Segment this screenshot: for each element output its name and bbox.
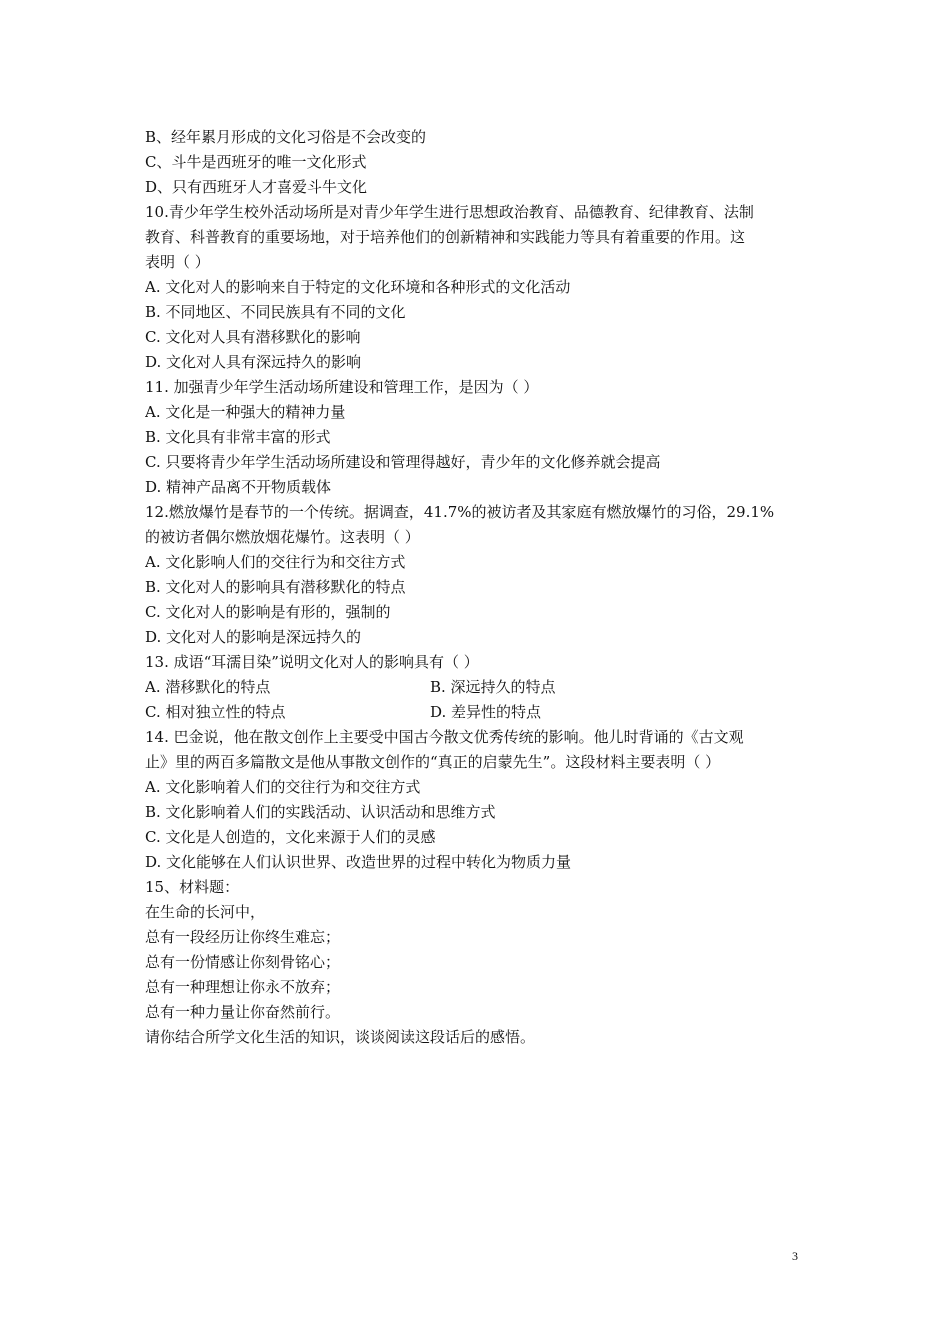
question-12-line: 12.燃放爆竹是春节的一个传统。据调查，41.7%的被访者及其家庭有燃放爆竹的习俗，29.1% <box>145 503 775 521</box>
material-line: 总有一份情感让你刻骨铭心； <box>145 953 341 971</box>
question-12-line: 的被访者偶尔燃放烟花爆竹。这表明（ ） <box>145 528 420 546</box>
material-line: 总有一段经历让你终生难忘； <box>145 928 341 946</box>
material-line: 总有一种力量让你奋然前行。 <box>145 1003 341 1021</box>
option-line: A. 文化影响着人们的交往行为和交往方式 <box>145 778 421 796</box>
text-line: C、斗牛是西班牙的唯一文化形式 <box>145 153 367 171</box>
option-line: D. 文化对人的影响是深远持久的 <box>145 628 362 646</box>
question-15-prompt: 请你结合所学文化生活的知识，谈谈阅读这段话后的感悟。 <box>145 1028 536 1046</box>
material-line: 在生命的长河中， <box>145 903 266 921</box>
question-14-line: 止》里的两百多篇散文是他从事散文创作的“真正的启蒙先生”。这段材料主要表明（ ） <box>145 753 721 771</box>
option-cell: D. 差异性的特点 <box>430 703 542 721</box>
question-11-line: 11. 加强青少年学生活动场所建设和管理工作，是因为（ ） <box>145 378 539 396</box>
option-row <box>145 700 810 725</box>
option-line: C. 文化对人的影响是有形的，强制的 <box>145 603 391 621</box>
question-10-line: 表明（ ） <box>145 253 210 271</box>
text-line: B、经年累月形成的文化习俗是不会改变的 <box>145 128 427 146</box>
text-line: D、只有西班牙人才喜爱斗牛文化 <box>145 178 368 196</box>
option-line: C. 文化是人创造的，文化来源于人们的灵感 <box>145 828 436 846</box>
option-line: B. 文化对人的影响具有潜移默化的特点 <box>145 578 406 596</box>
option-line: A. 文化影响人们的交往行为和交往方式 <box>145 553 406 571</box>
page-number: 3 <box>792 1249 798 1263</box>
question-13-line: 13. 成语“耳濡目染”说明文化对人的影响具有（ ） <box>145 653 479 671</box>
option-line: A. 文化是一种强大的精神力量 <box>145 403 346 421</box>
option-line: A. 文化对人的影响来自于特定的文化环境和各种形式的文化活动 <box>145 278 571 296</box>
option-line: B. 文化具有非常丰富的形式 <box>145 428 331 446</box>
option-cell: B. 深远持久的特点 <box>430 678 556 696</box>
question-10-line: 教育、科普教育的重要场地，对于培养他们的创新精神和实践能力等具有着重要的作用。这 <box>145 228 746 246</box>
option-line: D. 文化能够在人们认识世界、改造世界的过程中转化为物质力量 <box>145 853 572 871</box>
material-line: 总有一种理想让你永不放弃； <box>145 978 341 996</box>
question-10-line: 10.青少年学生校外活动场所是对青少年学生进行思想政治教育、品德教育、纪律教育、法制 <box>145 203 754 221</box>
option-line: B. 不同地区、不同民族具有不同的文化 <box>145 303 406 321</box>
question-14-line: 14. 巴金说，他在散文创作上主要受中国古今散文优秀传统的影响。他儿时背诵的《古文观 <box>145 728 744 746</box>
option-cell: A. 潜移默化的特点 <box>145 678 271 696</box>
option-line: D. 精神产品离不开物质载体 <box>145 478 332 496</box>
option-cell: C. 相对独立性的特点 <box>145 703 286 721</box>
question-content <box>145 125 810 1050</box>
option-line: D. 文化对人具有深远持久的影响 <box>145 353 362 371</box>
option-line: C. 只要将青少年学生活动场所建设和管理得越好，青少年的文化修养就会提高 <box>145 453 661 471</box>
question-15-title: 15、材料题： <box>145 878 240 896</box>
option-line: B. 文化影响着人们的实践活动、认识活动和思维方式 <box>145 803 496 821</box>
option-row <box>145 675 810 700</box>
option-line: C. 文化对人具有潜移默化的影响 <box>145 328 361 346</box>
